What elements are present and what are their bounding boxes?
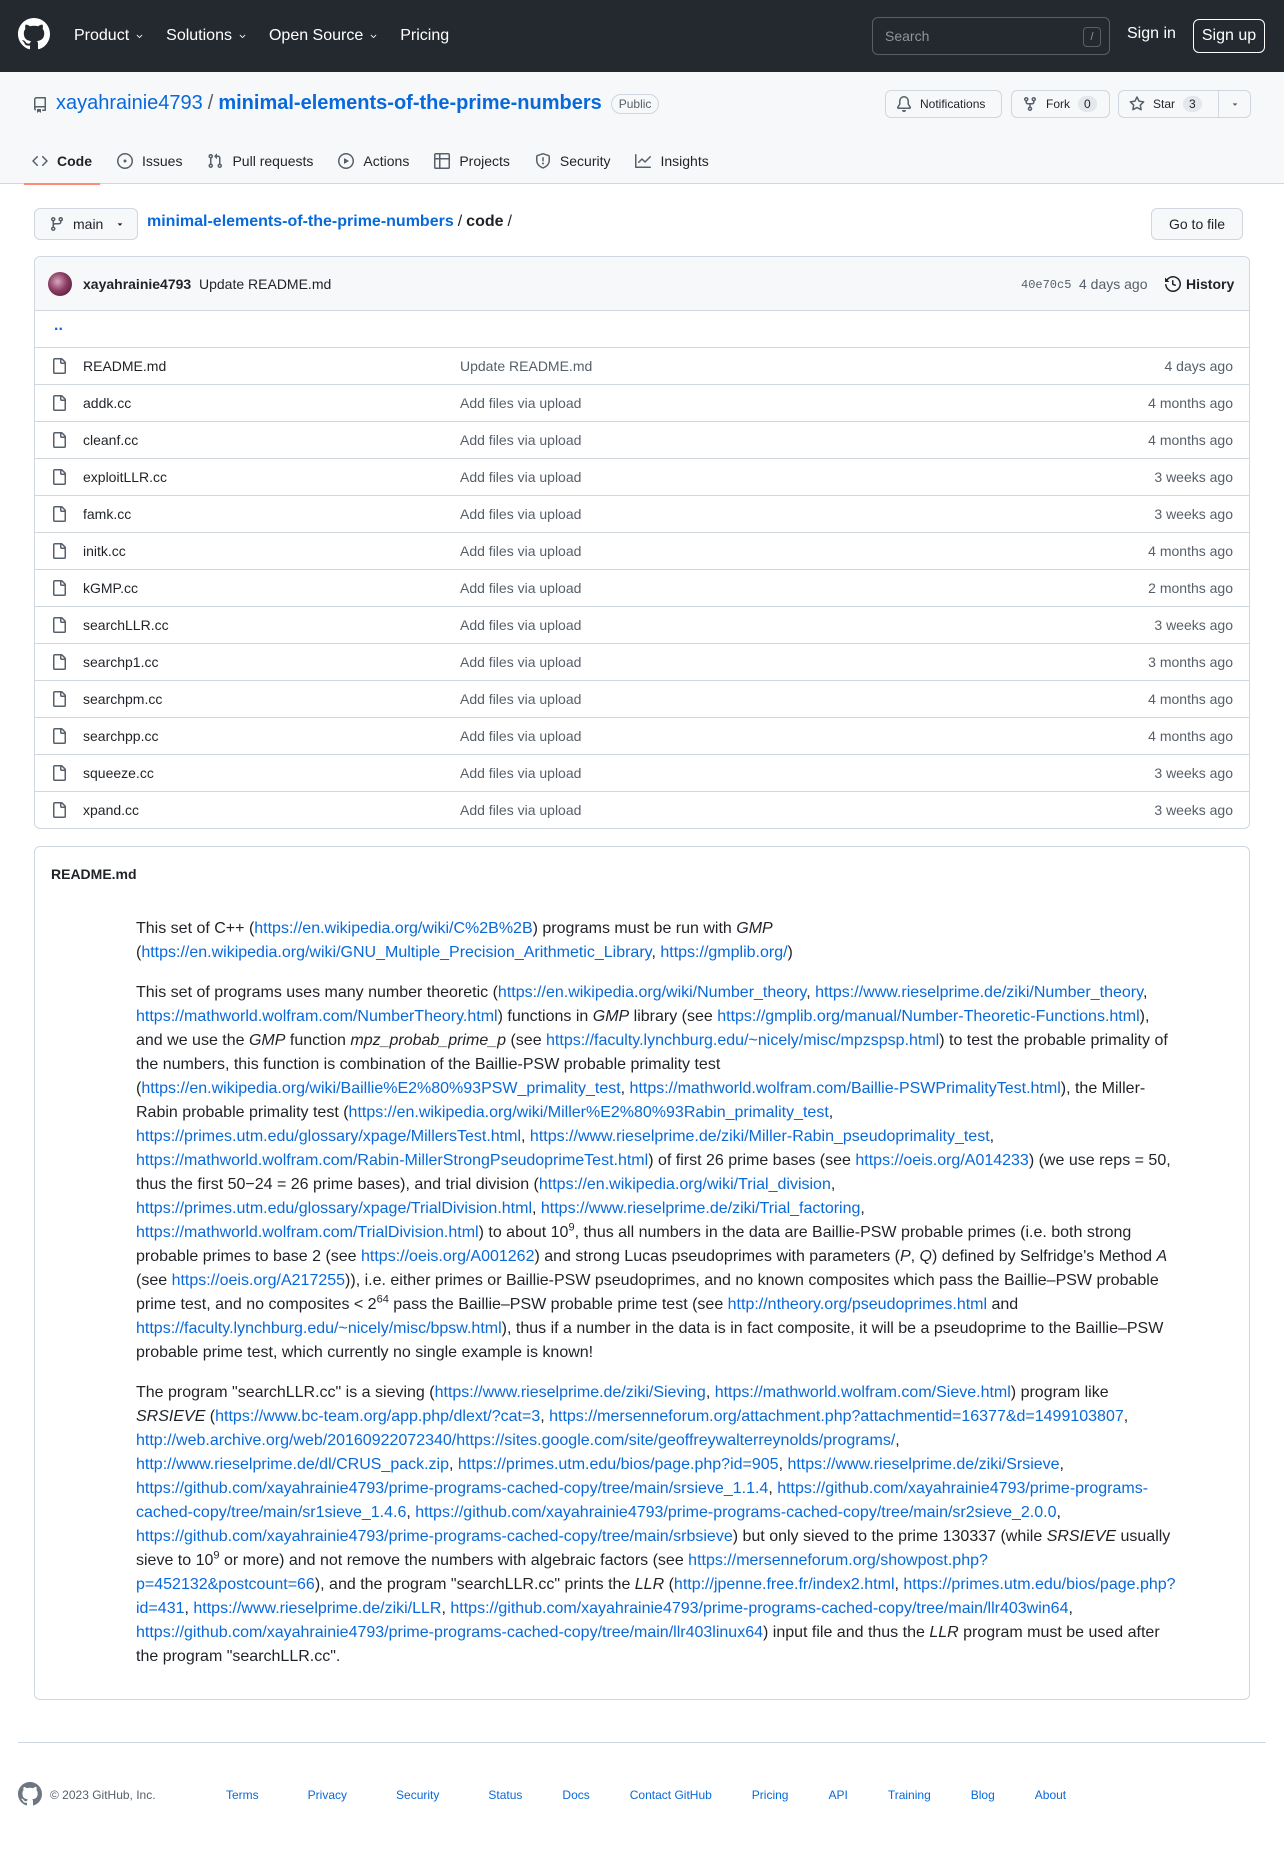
footer-link-privacy[interactable]: Privacy [307,1788,348,1802]
readme-link[interactable]: https://mersenneforum.org/showpost.php?p=452132&postcount=66 [136,1552,988,1593]
readme-text: , [651,944,661,961]
table-row[interactable] [35,348,1249,385]
readme-link[interactable]: https://mathworld.wolfram.com/Sieve.html [714,1384,1011,1401]
table-row[interactable] [35,755,1249,792]
footer-divider [18,1742,1266,1743]
tab-label: Security [559,153,611,169]
file-commit-message-link[interactable]: Add files via upload [460,654,582,670]
star-count: 3 [1183,96,1202,112]
readme-link[interactable]: http://jpenne.free.fr/index2.html [673,1576,895,1593]
readme-text: This set of programs uses many number theoretic ( [136,984,498,1001]
footer-link-api[interactable]: API [828,1788,848,1802]
file-commit-message-link[interactable]: Update README.md [460,358,593,374]
tab-label: Code [57,153,92,169]
repo-icon [32,97,48,113]
readme-link[interactable]: https://www.rieselprime.de/ziki/Number_theory [815,984,1143,1001]
file-commit-message-link[interactable]: Add files via upload [460,543,582,559]
file-commit-age: 3 weeks ago [1154,506,1233,522]
file-list [34,256,1250,829]
file-commit-age: 4 days ago [1164,358,1233,374]
github-logo-icon[interactable] [18,18,50,50]
readme-link[interactable]: https://faculty.lynchburg.edu/~nicely/misc/bpsw.html [136,1320,502,1337]
readme-text: ( [136,944,142,961]
readme-text: , thus all numbers in the data are Baillie-PSW probable primes (i.e. both strong probable primes to base 2 (see [136,1224,1132,1265]
file-icon [51,506,67,522]
readme-superscript: 64 [376,1293,389,1306]
table-row[interactable] [35,385,1249,422]
readme-text: , [449,1456,458,1473]
readme-text: ) input file and thus the [762,1624,930,1641]
readme-link[interactable]: https://github.com/xayahrainie4793/prime-programs-cached-copy/tree/main/srbsieve [136,1528,733,1545]
chevron-down-icon [135,32,144,41]
commit-message-link[interactable]: Update README.md [199,276,332,292]
readme-text: This set of C++ ( [136,920,255,937]
readme-text: , [828,1104,834,1121]
readme-link[interactable]: https://www.rieselprime.de/ziki/Miller-Rabin_pseudoprimality_test [529,1128,990,1145]
footer-links [226,1788,1066,1802]
notifications-label: Notifications [920,97,986,111]
search-shortcut-key: / [1083,27,1101,47]
readme-text: (see [136,1272,172,1289]
breadcrumb-trailing-separator: / [507,213,512,230]
readme-text: ), and we use the [136,1008,1150,1049]
readme-text: ), the Miller-Rabin probable primality test ( [136,1080,1146,1121]
readme-text: ( [205,1408,216,1425]
table-row[interactable] [35,607,1249,644]
file-commit-age: 4 months ago [1148,691,1233,707]
readme-text: , [1056,1504,1061,1521]
readme-link[interactable]: https://en.wikipedia.org/wiki/Trial_division [538,1176,831,1193]
readme-text: , [910,1248,920,1265]
file-commit-age: 4 months ago [1148,432,1233,448]
file-name-link[interactable]: README.md [83,358,167,374]
file-commit-age: 2 months ago [1148,580,1233,596]
search-placeholder: Search [885,28,930,44]
readme-link[interactable]: https://primes.utm.edu/glossary/xpage/TrialDivision.html [136,1200,532,1217]
file-icon [51,469,67,485]
readme-link[interactable]: https://github.com/xayahrainie4793/prime-programs-cached-copy/tree/main/sr2sieve_2.0.0 [415,1504,1057,1521]
star-icon [1129,96,1145,112]
repo-header [0,72,1284,184]
readme-text: , [806,984,816,1001]
go-to-file-button[interactable]: Go to file [1151,208,1243,240]
tab-label: Issues [142,153,183,169]
readme-text: , [540,1408,550,1425]
history-label: History [1186,276,1235,292]
tab-label: Projects [459,153,510,169]
readme-link[interactable]: https://oeis.org/A217255 [171,1272,346,1289]
file-commit-age: 4 months ago [1148,395,1233,411]
readme-emphasis: mpz_probab_prime_p [350,1032,507,1049]
file-name-link[interactable]: famk.cc [83,506,132,522]
parent-directory-link[interactable]: .. [54,317,63,334]
readme-text: ) but only sieved to the prime 130337 (while [732,1528,1047,1545]
readme-text: The program "searchLLR.cc" is a sieving ( [136,1384,435,1401]
global-header [0,0,1284,72]
history-icon [1165,276,1181,292]
file-commit-age: 3 months ago [1148,654,1233,670]
issue-icon [117,153,133,169]
readme-text: (see [506,1032,547,1049]
readme-text: ) to about 10 [478,1224,569,1241]
readme-text: ( [664,1576,674,1593]
file-icon [51,728,67,744]
repo-title [56,92,659,115]
readme-text: ) programs must be run with [532,920,737,937]
tab-projects[interactable] [434,138,510,184]
table-row[interactable] [35,422,1249,459]
readme-text: and [987,1296,1019,1313]
readme-text: program must be used after the program "searchLLR.cc". [136,1624,1160,1665]
readme-text: , [1123,1408,1129,1425]
readme-text: ) [787,944,793,961]
table-row[interactable] [35,459,1249,496]
tab-code[interactable] [32,138,92,184]
readme-link[interactable]: https://en.wikipedia.org/wiki/Miller%E2%80%93Rabin_primality_test [348,1104,829,1121]
table-row[interactable] [35,570,1249,607]
readme-text: )), i.e. either primes or Baillie-PSW pseudoprimes, and no known composites which pass the Baillie–PSW probable prime test, and no composites < 2 [136,1272,1159,1313]
readme-text: , [768,1480,778,1497]
nav-label: Open Source [268,27,364,44]
latest-commit-bar [35,257,1249,311]
file-commit-message-link[interactable]: Add files via upload [460,691,582,707]
readme-link[interactable]: http://web.archive.org/web/20160922072340/https://sites.google.com/site/geoffreywalterreynolds/programs/ [136,1432,896,1449]
file-name-link[interactable]: kGMP.cc [83,580,138,596]
file-icon [51,617,67,633]
file-name-link[interactable]: searchp1.cc [83,654,159,670]
footer-link-training[interactable]: Training [887,1788,931,1802]
file-commit-age: 3 weeks ago [1154,617,1233,633]
nav-label: Pricing [400,27,450,44]
play-icon [338,153,354,169]
file-icon [51,802,67,818]
tab-label: Pull requests [232,153,314,169]
readme-emphasis: SRSIEVE [136,1408,206,1425]
readme-link[interactable]: https://faculty.lynchburg.edu/~nicely/misc/mpzspsp.html [546,1032,940,1049]
readme-text: function [285,1032,351,1049]
file-name-link[interactable]: xpand.cc [83,802,140,818]
readme-text: , [532,1200,541,1217]
breadcrumb-current-dir: code [466,213,504,230]
readme-text: ) to test the probable primality of the numbers, this function is combination of the Baillie-PSW probable primality test ( [136,1032,1168,1097]
file-rows [35,348,1249,829]
readme-link[interactable]: https://mathworld.wolfram.com/NumberTheory.html [136,1008,498,1025]
readme-text: ) of first 26 prime bases (see [648,1152,856,1169]
repo-title-separator: / [207,92,214,114]
readme-link[interactable]: https://github.com/xayahrainie4793/prime-programs-cached-copy/tree/main/srsieve_1.1.4 [136,1480,769,1497]
readme-link[interactable]: https://gmplib.org/manual/Number-Theoretic-Functions.html [717,1008,1140,1025]
breadcrumb [147,213,516,231]
readme-panel [34,846,1250,1700]
tab-actions[interactable] [338,138,409,184]
readme-link[interactable]: https://www.rieselprime.de/ziki/Srsieve [787,1456,1060,1473]
fork-count: 0 [1078,96,1097,112]
fork-label: Fork [1046,97,1070,111]
notifications-button[interactable] [885,90,1002,118]
chevron-down-icon [369,32,378,41]
tab-label: Insights [660,153,709,169]
table-row[interactable] [35,681,1249,718]
readme-text: , [830,1176,836,1193]
readme-text: pass the Baillie–PSW probable prime test (see [388,1296,728,1313]
sign-in-link[interactable]: Sign in [1127,25,1176,42]
readme-link[interactable]: https://en.wikipedia.org/wiki/C%2B%2B [254,920,533,937]
readme-text: ) functions in [497,1008,593,1025]
nav-solutions[interactable] [166,27,247,45]
readme-text: ), and the program "searchLLR.cc" prints the [314,1576,635,1593]
file-name-link[interactable]: searchpm.cc [83,691,163,707]
repo-name-link[interactable]: minimal-elements-of-the-prime-numbers [218,92,602,114]
footer-link-status[interactable]: Status [488,1788,523,1802]
file-name-link[interactable]: initk.cc [83,543,126,559]
file-icon [51,543,67,559]
nav-pricing[interactable] [400,27,449,45]
footer-link-pricing[interactable]: Pricing [751,1788,789,1802]
tab-issues[interactable] [117,138,182,184]
readme-link[interactable]: https://primes.utm.edu/bios/page.php?id=905 [457,1456,779,1473]
table-row[interactable] [35,644,1249,681]
readme-text: , [705,1384,715,1401]
breadcrumb-separator: / [457,213,463,230]
readme-superscript: 9 [213,1549,220,1562]
star-list-dropdown[interactable] [1218,90,1251,118]
readme-text: , [895,1432,900,1449]
readme-text: library (see [629,1008,718,1025]
table-icon [434,153,450,169]
sign-up-button[interactable]: Sign up [1193,19,1265,53]
nav-label: Solutions [166,27,232,44]
footer-link-docs[interactable]: Docs [562,1788,590,1802]
avatar[interactable] [48,272,72,296]
commit-author-link[interactable]: xayahrainie4793 [83,276,192,292]
nav-product[interactable] [74,27,144,45]
history-link[interactable] [1165,276,1234,292]
visibility-badge: Public [611,94,660,114]
readme-text: , [441,1600,451,1617]
footer-link-about[interactable]: About [1034,1788,1067,1802]
file-commit-message-link[interactable]: Add files via upload [460,617,582,633]
git-branch-icon [49,216,65,232]
readme-text: , [860,1200,865,1217]
tab-label: Actions [363,153,410,169]
file-icon [51,395,67,411]
readme-text: or more) and not remove the numbers with algebraic factors (see [219,1552,689,1569]
readme-emphasis: LLR [929,1624,959,1641]
file-icon [51,358,67,374]
bell-icon [896,96,912,112]
readme-text: ) program like [1010,1384,1109,1401]
readme-link[interactable]: https://mathworld.wolfram.com/TrialDivision.html [136,1224,479,1241]
footer-link-contact-github[interactable]: Contact GitHub [629,1788,712,1802]
readme-link[interactable]: https://primes.utm.edu/glossary/xpage/MillersTest.html [136,1128,522,1145]
readme-text: ) and strong Lucas pseudoprimes with parameters ( [534,1248,900,1265]
readme-title[interactable]: README.md [51,866,137,882]
footer-link-security[interactable]: Security [396,1788,440,1802]
file-commit-age: 3 weeks ago [1154,802,1233,818]
readme-emphasis: Q [919,1248,932,1265]
readme-superscript: 9 [568,1221,575,1234]
fork-icon [1022,96,1038,112]
file-commit-age: 4 months ago [1148,728,1233,744]
readme-text: ), thus if a number in the data is in fact composite, it will be a pseudoprime to the Baillie–PSW probable prime test, which currently no single example is known! [136,1320,1164,1361]
file-commit-message-link[interactable]: Add files via upload [460,469,582,485]
readme-text: , [778,1456,788,1473]
tab-insights[interactable] [635,138,708,184]
readme-link[interactable]: https://github.com/xayahrainie4793/prime-programs-cached-copy/tree/main/sr1sieve_1.4.6 [136,1480,1149,1521]
readme-text: usually sieve to 10 [136,1528,1171,1569]
readme-link[interactable]: https://github.com/xayahrainie4793/prime-programs-cached-copy/tree/main/llr403win64 [450,1600,1069,1617]
file-commit-message-link[interactable]: Add files via upload [460,506,582,522]
readme-link[interactable]: https://mersenneforum.org/attachment.php?attachmentid=16377&d=1499103807 [549,1408,1124,1425]
repo-tabs [32,138,734,184]
parent-directory-row[interactable] [35,311,1249,348]
search-input[interactable] [872,17,1110,55]
table-row[interactable] [35,718,1249,755]
file-icon [51,691,67,707]
readme-paragraph [136,917,1176,965]
tab-pull-requests[interactable] [207,138,313,184]
readme-link[interactable]: https://mathworld.wolfram.com/Rabin-MillerStrongPseudoprimeTest.html [136,1152,649,1169]
footer-link-blog[interactable]: Blog [970,1788,995,1802]
shield-icon [535,153,551,169]
tab-security[interactable] [535,138,611,184]
star-label: Star [1153,97,1176,111]
readme-link[interactable]: https://primes.utm.edu/bios/page.php?id=431 [136,1576,1176,1617]
file-name-link[interactable]: searchpp.cc [83,728,159,744]
file-name-link[interactable]: exploitLLR.cc [83,469,168,485]
file-name-link[interactable]: searchLLR.cc [83,617,169,633]
readme-link[interactable]: https://www.rieselprime.de/ziki/LLR [193,1600,442,1617]
readme-text: , [521,1128,530,1145]
readme-link[interactable]: http://ntheory.org/pseudoprimes.html [727,1296,988,1313]
commit-time: 4 days ago [1079,276,1148,292]
readme-text: , [1059,1456,1064,1473]
readme-link[interactable]: https://en.wikipedia.org/wiki/Number_theory [497,984,807,1001]
repo-owner-link[interactable]: xayahrainie4793 [56,92,203,114]
readme-link[interactable]: https://gmplib.org/ [660,944,788,961]
readme-text: ) defined by Selfridge's Method [932,1248,1157,1265]
file-icon [51,432,67,448]
fork-button[interactable] [1011,90,1110,118]
readme-text: , [184,1600,194,1617]
file-commit-message-link[interactable]: Add files via upload [460,580,582,596]
readme-link[interactable]: http://www.rieselprime.de/dl/CRUS_pack.zip [136,1456,450,1473]
readme-link[interactable]: https://www.bc-team.org/app.php/dlext/?cat=3 [215,1408,541,1425]
nav-label: Product [74,27,130,44]
file-name-link[interactable]: squeeze.cc [83,765,154,781]
readme-text: ) (we use reps = 50, thus the first 50−24 = 26 prime bases), and trial division ( [136,1152,1171,1193]
readme-emphasis: GMP [736,920,773,937]
file-icon [51,580,67,596]
readme-emphasis: LLR [634,1576,665,1593]
chevron-down-icon [238,32,247,41]
star-button[interactable] [1118,90,1219,118]
table-row[interactable] [35,792,1249,829]
readme-link[interactable]: https://en.wikipedia.org/wiki/GNU_Multiple_Precision_Arithmetic_Library [141,944,652,961]
triangle-down-icon [1230,99,1240,109]
readme-text: , [620,1080,630,1097]
branch-selector[interactable] [34,208,138,240]
readme-emphasis: A [1156,1248,1168,1265]
file-commit-message-link[interactable]: Add files via upload [460,395,582,411]
readme-link[interactable]: https://mathworld.wolfram.com/Baillie-PSWPrimalityTest.html [629,1080,1061,1097]
readme-link[interactable]: https://en.wikipedia.org/wiki/Baillie%E2%80%93PSW_primality_test [141,1080,621,1097]
file-commit-age: 3 weeks ago [1154,765,1233,781]
graph-icon [635,153,651,169]
readme-link[interactable]: https://oeis.org/A001262 [361,1248,535,1265]
footer-copyright: © 2023 GitHub, Inc. [50,1788,156,1802]
github-mark-icon[interactable] [18,1782,42,1806]
file-name-link[interactable]: addk.cc [83,395,132,411]
branch-name: main [73,216,104,232]
readme-emphasis: GMP [248,1032,286,1049]
commit-sha-link[interactable]: 40e70c5 [1021,278,1072,292]
nav-open-source[interactable] [269,27,378,45]
file-icon [51,654,67,670]
table-row[interactable] [35,533,1249,570]
readme-emphasis: GMP [592,1008,630,1025]
footer-link-terms[interactable]: Terms [226,1788,259,1802]
file-commit-message-link[interactable]: Add files via upload [460,432,582,448]
triangle-down-icon [115,219,125,229]
readme-link[interactable]: https://www.rieselprime.de/ziki/Sieving [434,1384,706,1401]
top-nav [74,0,471,72]
readme-text: , [1142,984,1148,1001]
readme-text: , [894,1576,904,1593]
readme-emphasis: P [899,1248,911,1265]
file-commit-message-link[interactable]: Add files via upload [460,802,582,818]
file-commit-message-link[interactable]: Add files via upload [460,765,582,781]
readme-link[interactable]: https://oeis.org/A014233 [855,1152,1029,1169]
breadcrumb-root-link[interactable]: minimal-elements-of-the-prime-numbers [147,213,454,230]
file-commit-age: 4 months ago [1148,543,1233,559]
readme-paragraph [136,1381,1176,1669]
code-icon [32,153,48,169]
readme-text: , [406,1504,416,1521]
readme-emphasis: SRSIEVE [1046,1528,1117,1545]
readme-text: , [1068,1600,1073,1617]
readme-text: , [989,1128,995,1145]
readme-link[interactable]: https://www.rieselprime.de/ziki/Trial_factoring [540,1200,861,1217]
file-commit-age: 3 weeks ago [1154,469,1233,485]
readme-paragraph [136,981,1176,1365]
file-icon [51,765,67,781]
readme-link[interactable]: https://github.com/xayahrainie4793/prime-programs-cached-copy/tree/main/llr403linux64 [136,1624,763,1641]
readme-body [136,917,1176,1685]
pull-request-icon [207,153,223,169]
file-commit-message-link[interactable]: Add files via upload [460,728,582,744]
table-row[interactable] [35,496,1249,533]
file-name-link[interactable]: cleanf.cc [83,432,139,448]
